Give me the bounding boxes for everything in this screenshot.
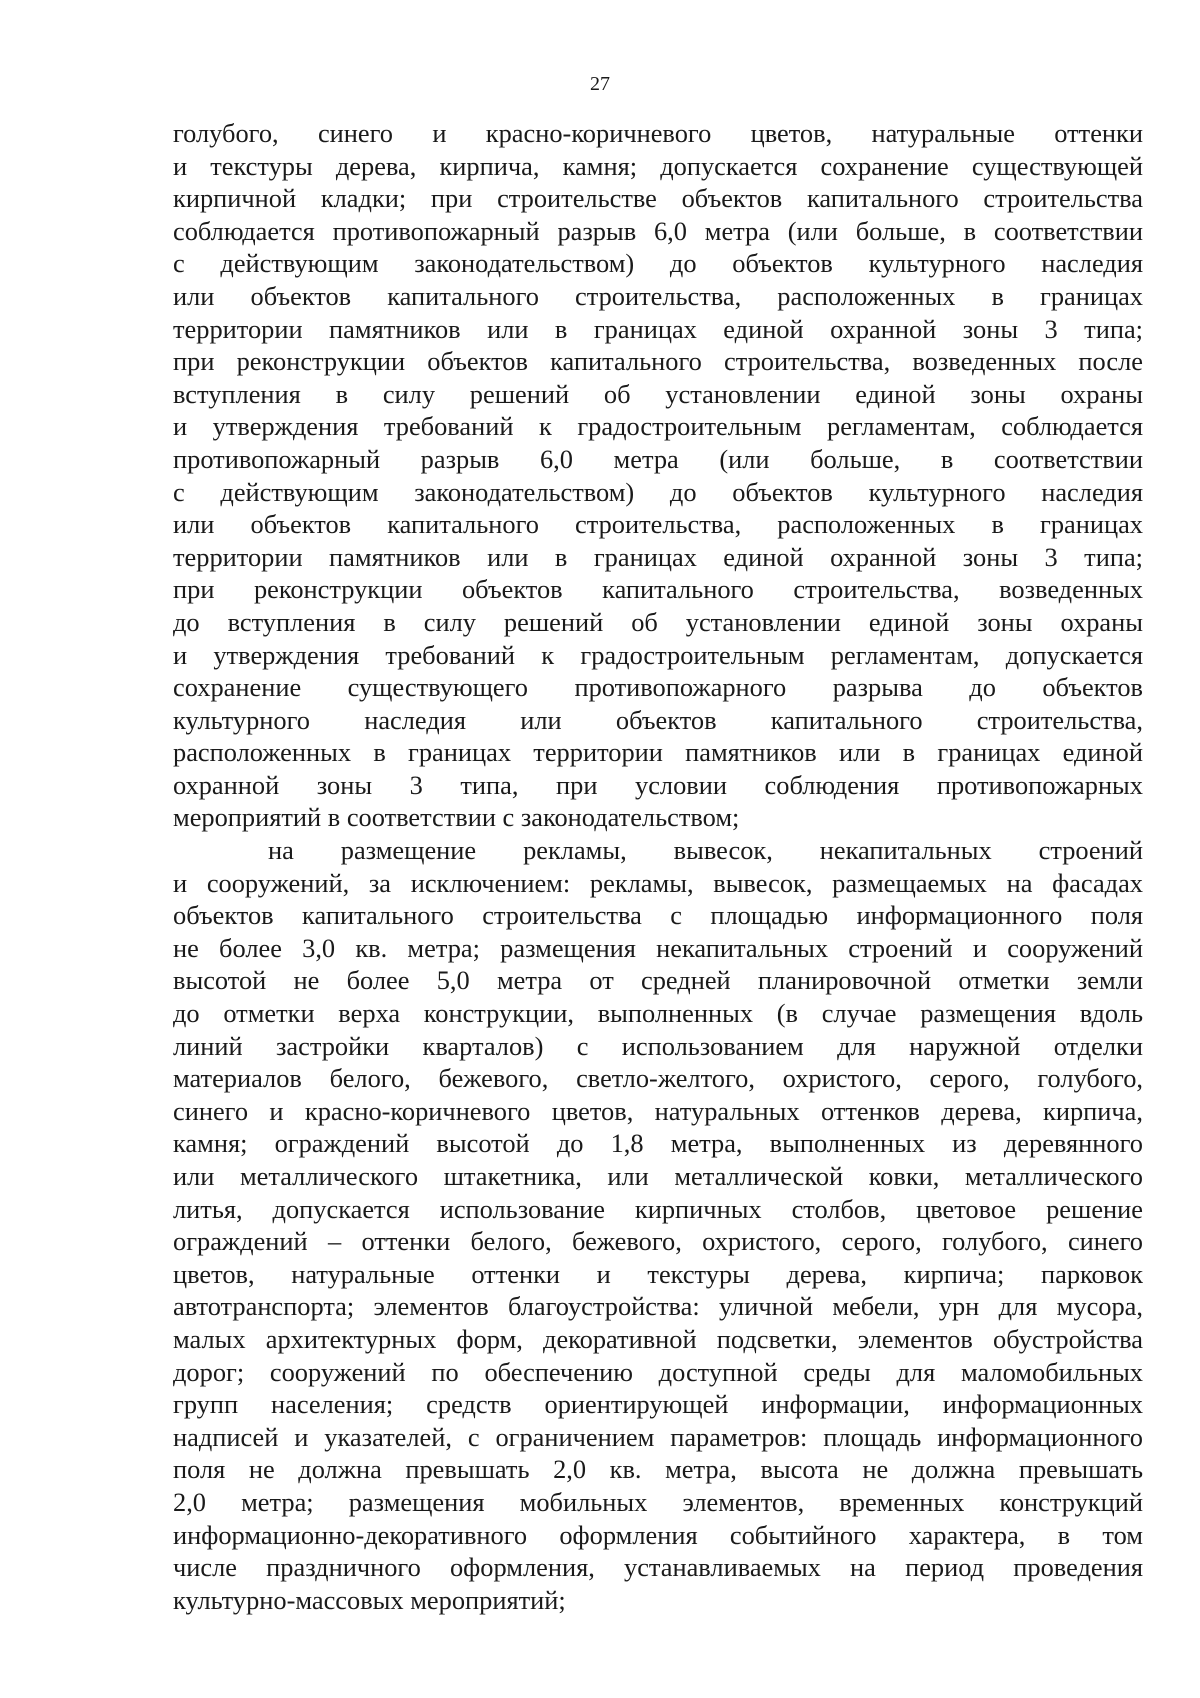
text-line: и утверждения требований к градостроительным регламентам, соблюдается	[173, 411, 1143, 442]
text-line: синего и красно-коричневого цветов, натуральных оттенков дерева, кирпича,	[173, 1095, 1143, 1126]
text-line: с действующим законодательством) до объектов культурного наследия	[173, 476, 1143, 507]
text-line: голубого, синего и красно-коричневого цветов, натуральные оттенки	[173, 118, 1143, 148]
text-line: при реконструкции объектов капитального строительства, возведенных после	[173, 346, 1143, 377]
text-line: цветов, натуральные оттенки и текстуры дерева, кирпича; парковок	[173, 1258, 1143, 1289]
text-line: объектов капитального строительства с площадью информационного поля	[173, 900, 1143, 931]
text-line: числе праздничного оформления, устанавливаемых на период проведения	[173, 1552, 1143, 1583]
text-line: культурно-массовых мероприятий;	[173, 1584, 566, 1615]
text-line: малых архитектурных форм, декоративной подсветки, элементов обустройства	[173, 1323, 1143, 1354]
text-line: камня; ограждений высотой до 1,8 метра, выполненных из деревянного	[173, 1128, 1143, 1159]
text-line: высотой не более 5,0 метра от средней планировочной отметки земли	[173, 965, 1143, 996]
text-line: 2,0 метра; размещения мобильных элементов, временных конструкций	[173, 1486, 1143, 1517]
text-line: автотранспорта; элементов благоустройства: уличной мебели, урн для мусора,	[173, 1291, 1143, 1322]
text-line: и текстуры дерева, кирпича, камня; допускается сохранение существующей	[173, 150, 1143, 181]
text-line: или объектов капитального строительства, расположенных в границах	[173, 280, 1143, 311]
text-line: линий застройки кварталов) с использованием для наружной отделки	[173, 1030, 1143, 1061]
text-line: не более 3,0 кв. метра; размещения некапитальных строений и сооружений	[173, 932, 1143, 963]
text-line: соблюдается противопожарный разрыв 6,0 метра (или больше, в соответствии	[173, 215, 1143, 246]
text-line: при реконструкции объектов капитального строительства, возведенных	[173, 574, 1143, 605]
paragraph	[173, 117, 1143, 834]
text-line: вступления в силу решений об установлении единой зоны охраны	[173, 378, 1143, 409]
text-line: групп населения; средств ориентирующей информации, информационных	[173, 1389, 1143, 1420]
text-line: надписей и указателей, с ограничением параметров: площадь информационного	[173, 1421, 1143, 1452]
text-line: дорог; сооружений по обеспечению доступной среды для маломобильных	[173, 1356, 1143, 1387]
text-line: до вступления в силу решений об установлении единой зоны охраны	[173, 606, 1143, 637]
text-line: территории памятников или в границах единой охранной зоны 3 типа;	[173, 541, 1143, 572]
text-line: сохранение существующего противопожарного разрыва до объектов	[173, 672, 1143, 703]
paragraph	[173, 834, 1143, 1616]
page-number: 27	[590, 73, 610, 95]
text-line: с действующим законодательством) до объектов культурного наследия	[173, 248, 1143, 279]
text-line: поля не должна превышать 2,0 кв. метра, высота не должна превышать	[173, 1454, 1143, 1485]
text-line: информационно-декоративного оформления событийного характера, в том	[173, 1519, 1143, 1550]
text-line: территории памятников или в границах единой охранной зоны 3 типа;	[173, 313, 1143, 344]
text-line: до отметки верха конструкции, выполненных (в случае размещения вдоль	[173, 998, 1143, 1029]
text-line: противопожарный разрыв 6,0 метра (или больше, в соответствии	[173, 443, 1143, 474]
text-line: мероприятий в соответствии с законодательством;	[173, 802, 740, 833]
document-body	[173, 117, 1143, 1616]
text-line: и сооружений, за исключением: рекламы, вывесок, размещаемых на фасадах	[173, 867, 1143, 898]
text-line: и утверждения требований к градостроительным регламентам, допускается	[173, 639, 1143, 670]
text-line: кирпичной кладки; при строительстве объектов капитального строительства	[173, 183, 1143, 214]
text-line: или металлического штакетника, или металлической ковки, металлического	[173, 1161, 1143, 1191]
text-line: на размещение рекламы, вывесок, некапитальных строений	[268, 835, 1143, 866]
text-line: культурного наследия или объектов капитального строительства,	[173, 704, 1143, 735]
text-line: литья, допускается использование кирпичных столбов, цветовое решение	[173, 1193, 1143, 1224]
text-line: ограждений – оттенки белого, бежевого, охристого, серого, голубого, синего	[173, 1226, 1143, 1257]
text-line: материалов белого, бежевого, светло-желтого, охристого, серого, голубого,	[173, 1063, 1143, 1094]
text-line: охранной зоны 3 типа, при условии соблюдения противопожарных	[173, 769, 1143, 800]
text-line: или объектов капитального строительства, расположенных в границах	[173, 509, 1143, 540]
text-line: расположенных в границах территории памятников или в границах единой	[173, 737, 1143, 768]
